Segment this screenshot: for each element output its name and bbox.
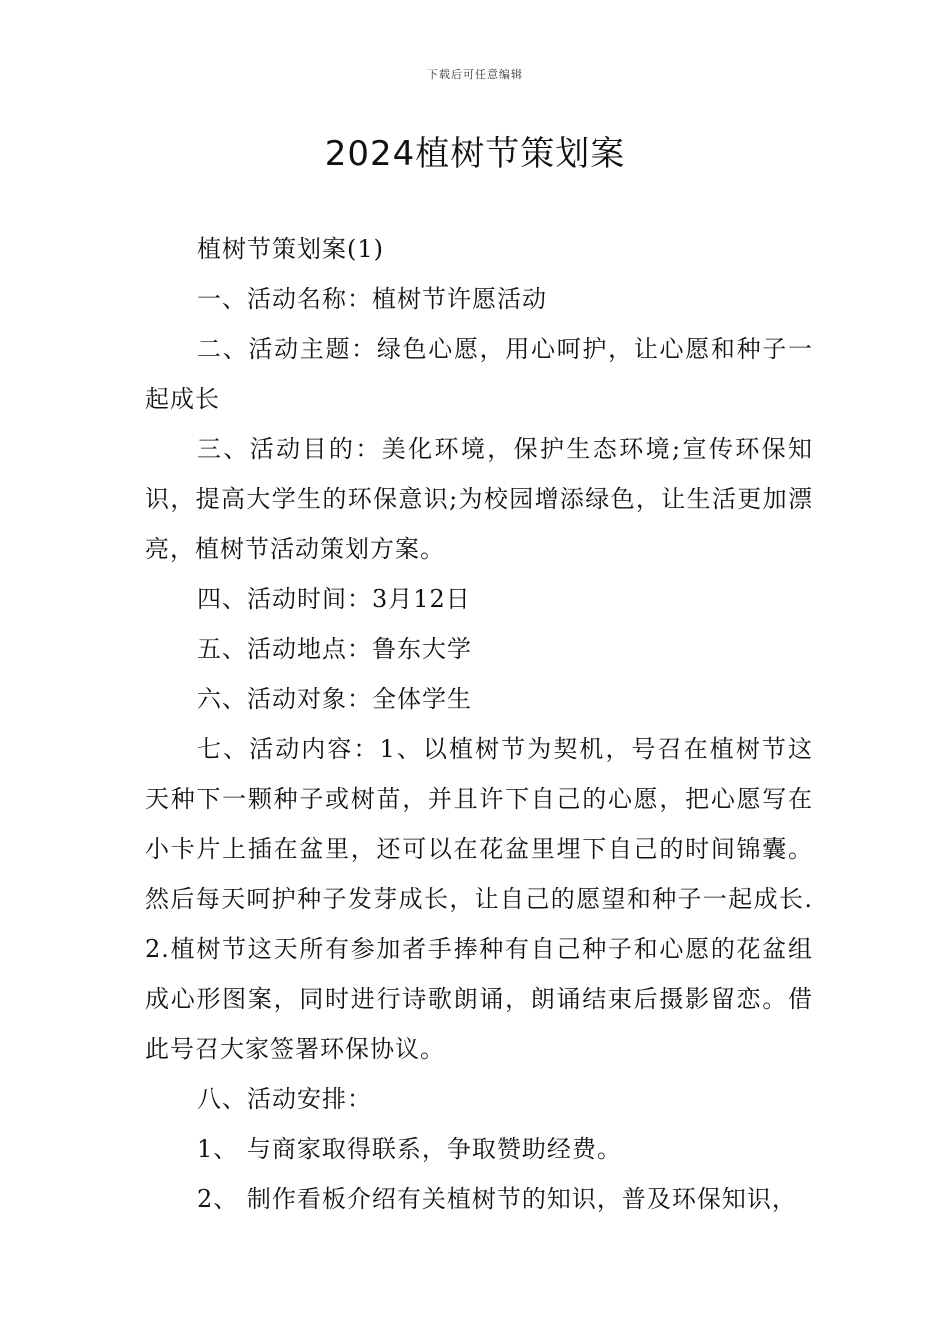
paragraph-activity-purpose: 三、活动目的：美化环境，保护生态环境;宣传环保知识，提高大学生的环保意识;为校园增添绿色，让生活更加漂亮，植树节活动策划方案。	[145, 435, 813, 563]
paragraph-arrangement-item-1: 1、 与商家取得联系，争取赞助经费。	[197, 1135, 622, 1163]
paragraph-activity-content: 七、活动内容：1、以植树节为契机，号召在植树节这天种下一颗种子或树苗，并且许下自己的心愿，把心愿写在小卡片上插在盆里，还可以在花盆里埋下自己的时间锦囊。然后每天呵护种子发芽成长，让自己的愿望和种子一起成长.2.植树节这天所有参加者手捧种有自己种子和心愿的花盆组成心形图案，同时进行诗歌朗诵，朗诵结束后摄影留恋。借此号召大家签署环保协议。	[145, 735, 813, 1063]
paragraph-activity-time: 四、活动时间：3月12日	[197, 585, 471, 613]
paragraph-activity-location: 五、活动地点：鲁东大学	[197, 635, 472, 663]
paragraph-arrangement-item-2: 2、 制作看板介绍有关植树节的知识，普及环保知识，	[197, 1185, 797, 1213]
document-body	[145, 224, 813, 1224]
paragraph-activity-arrangement: 八、活动安排：	[197, 1085, 372, 1113]
paragraph-subtitle: 植树节策划案(1)	[197, 235, 384, 263]
paragraph-activity-name: 一、活动名称：植树节许愿活动	[197, 285, 547, 313]
document-title: 2024植树节策划案	[324, 134, 626, 174]
header-note: 下载后可任意编辑	[427, 68, 523, 81]
paragraph-activity-audience: 六、活动对象：全体学生	[197, 685, 472, 713]
paragraph-activity-theme: 二、活动主题：绿色心愿，用心呵护，让心愿和种子一起成长	[145, 335, 813, 413]
